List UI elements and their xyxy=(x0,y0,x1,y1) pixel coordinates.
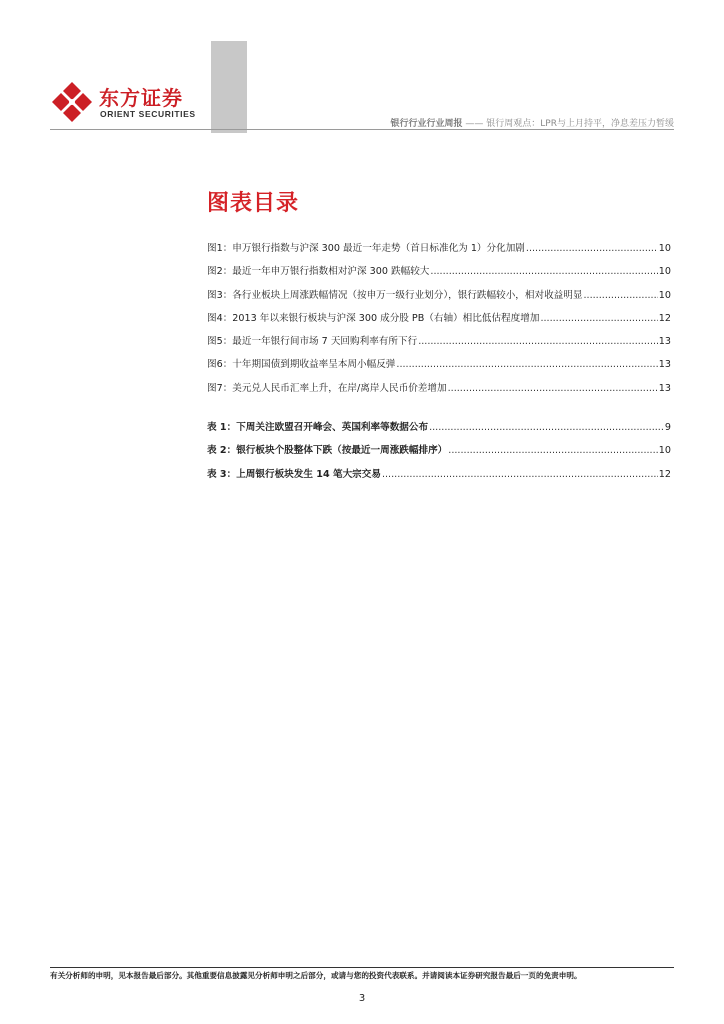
leader-dots xyxy=(526,243,658,254)
leader-dots xyxy=(429,422,664,433)
toc-entry-page: 13 xyxy=(658,336,671,348)
toc-entry-page: 10 xyxy=(658,289,671,301)
toc-entry-figure-2[interactable] xyxy=(207,263,671,286)
footer-divider xyxy=(50,967,674,968)
toc-entry-label: 图3：各行业板块上周涨跌幅情况（按申万一级行业划分），银行跌幅较小，相对收益明显 xyxy=(207,289,583,301)
brand-name-en: ORIENT SECURITIES xyxy=(100,109,196,119)
report-header xyxy=(391,116,674,129)
toc-entry-figure-3[interactable] xyxy=(207,287,671,310)
header-decor-block xyxy=(211,41,247,133)
toc-entry-label: 图5：最近一年银行间市场 7 天回购利率有所下行 xyxy=(207,336,418,348)
toc-entry-table-2[interactable] xyxy=(207,442,671,465)
toc-entry-figure-5[interactable] xyxy=(207,333,671,356)
toc-entry-page: 13 xyxy=(658,359,671,371)
toc-title: 图表目录 xyxy=(207,191,300,216)
brand-name-cn: 东方证券 xyxy=(99,86,183,110)
toc-entry-page: 12 xyxy=(658,468,671,480)
leader-dots xyxy=(583,290,657,301)
toc-entry-figure-6[interactable] xyxy=(207,356,671,379)
leader-dots xyxy=(430,266,657,277)
toc-entry-page: 9 xyxy=(664,422,671,433)
toc-entry-figure-7[interactable] xyxy=(207,380,671,403)
toc-entry-table-1[interactable] xyxy=(207,419,671,442)
figure-list xyxy=(207,240,671,403)
toc-entry-label: 表 1：下周关注欧盟召开峰会、英国利率等数据公布 xyxy=(207,422,429,433)
toc-entry-figure-4[interactable] xyxy=(207,310,671,333)
toc-entry-label: 图1：申万银行指数与沪深 300 最近一年走势（首日标准化为 1）分化加剧 xyxy=(207,243,525,254)
toc-entry-page: 12 xyxy=(658,312,671,324)
leader-dots xyxy=(448,445,658,456)
toc-entry-label: 图2：最近一年申万银行指数相对沪深 300 跌幅较大 xyxy=(207,266,430,278)
toc-entry-table-3[interactable] xyxy=(207,466,671,489)
orient-securities-logo-icon xyxy=(50,80,94,124)
report-type: 银行行业行业周报 xyxy=(390,119,463,129)
footer-disclaimer: 有关分析师的申明，见本报告最后部分。其他重要信息披露见分析师申明之后部分，或请与您的投资代表联系。并请阅读本证券研究报告最后一页的免责申明。 xyxy=(50,971,582,980)
toc-entry-label: 图6：十年期国债到期收益率呈本周小幅反弹 xyxy=(207,359,396,371)
leader-dots xyxy=(540,313,657,324)
toc-entry-page: 13 xyxy=(658,382,671,394)
table-list xyxy=(207,419,671,489)
leader-dots xyxy=(448,383,658,394)
toc-entry-label: 图4：2013 年以来银行板块与沪深 300 成分股 PB（右轴）相比低估程度增加 xyxy=(207,312,540,324)
header-divider xyxy=(50,129,674,130)
header-separator: —— xyxy=(462,119,487,129)
page-number: 3 xyxy=(358,993,366,1004)
toc-entry-label: 图7：美元兑人民币汇率上升，在岸/离岸人民币价差增加 xyxy=(207,382,447,394)
leader-dots xyxy=(382,469,658,480)
toc-entry-page: 10 xyxy=(658,445,671,457)
toc-entry-figure-1[interactable] xyxy=(207,240,671,263)
toc-entry-page: 10 xyxy=(658,266,671,278)
report-subtitle: 银行周观点：LPR与上月持平，净息差压力暂缓 xyxy=(486,119,674,129)
leader-dots xyxy=(418,336,658,347)
toc-entry-label: 表 2：银行板块个股整体下跌（按最近一周涨跌幅排序） xyxy=(207,445,448,457)
leader-dots xyxy=(396,359,657,370)
toc-entry-page: 10 xyxy=(658,243,671,254)
toc-entry-label: 表 3：上周银行板块发生 14 笔大宗交易 xyxy=(207,468,381,480)
brand-logo xyxy=(50,80,210,124)
